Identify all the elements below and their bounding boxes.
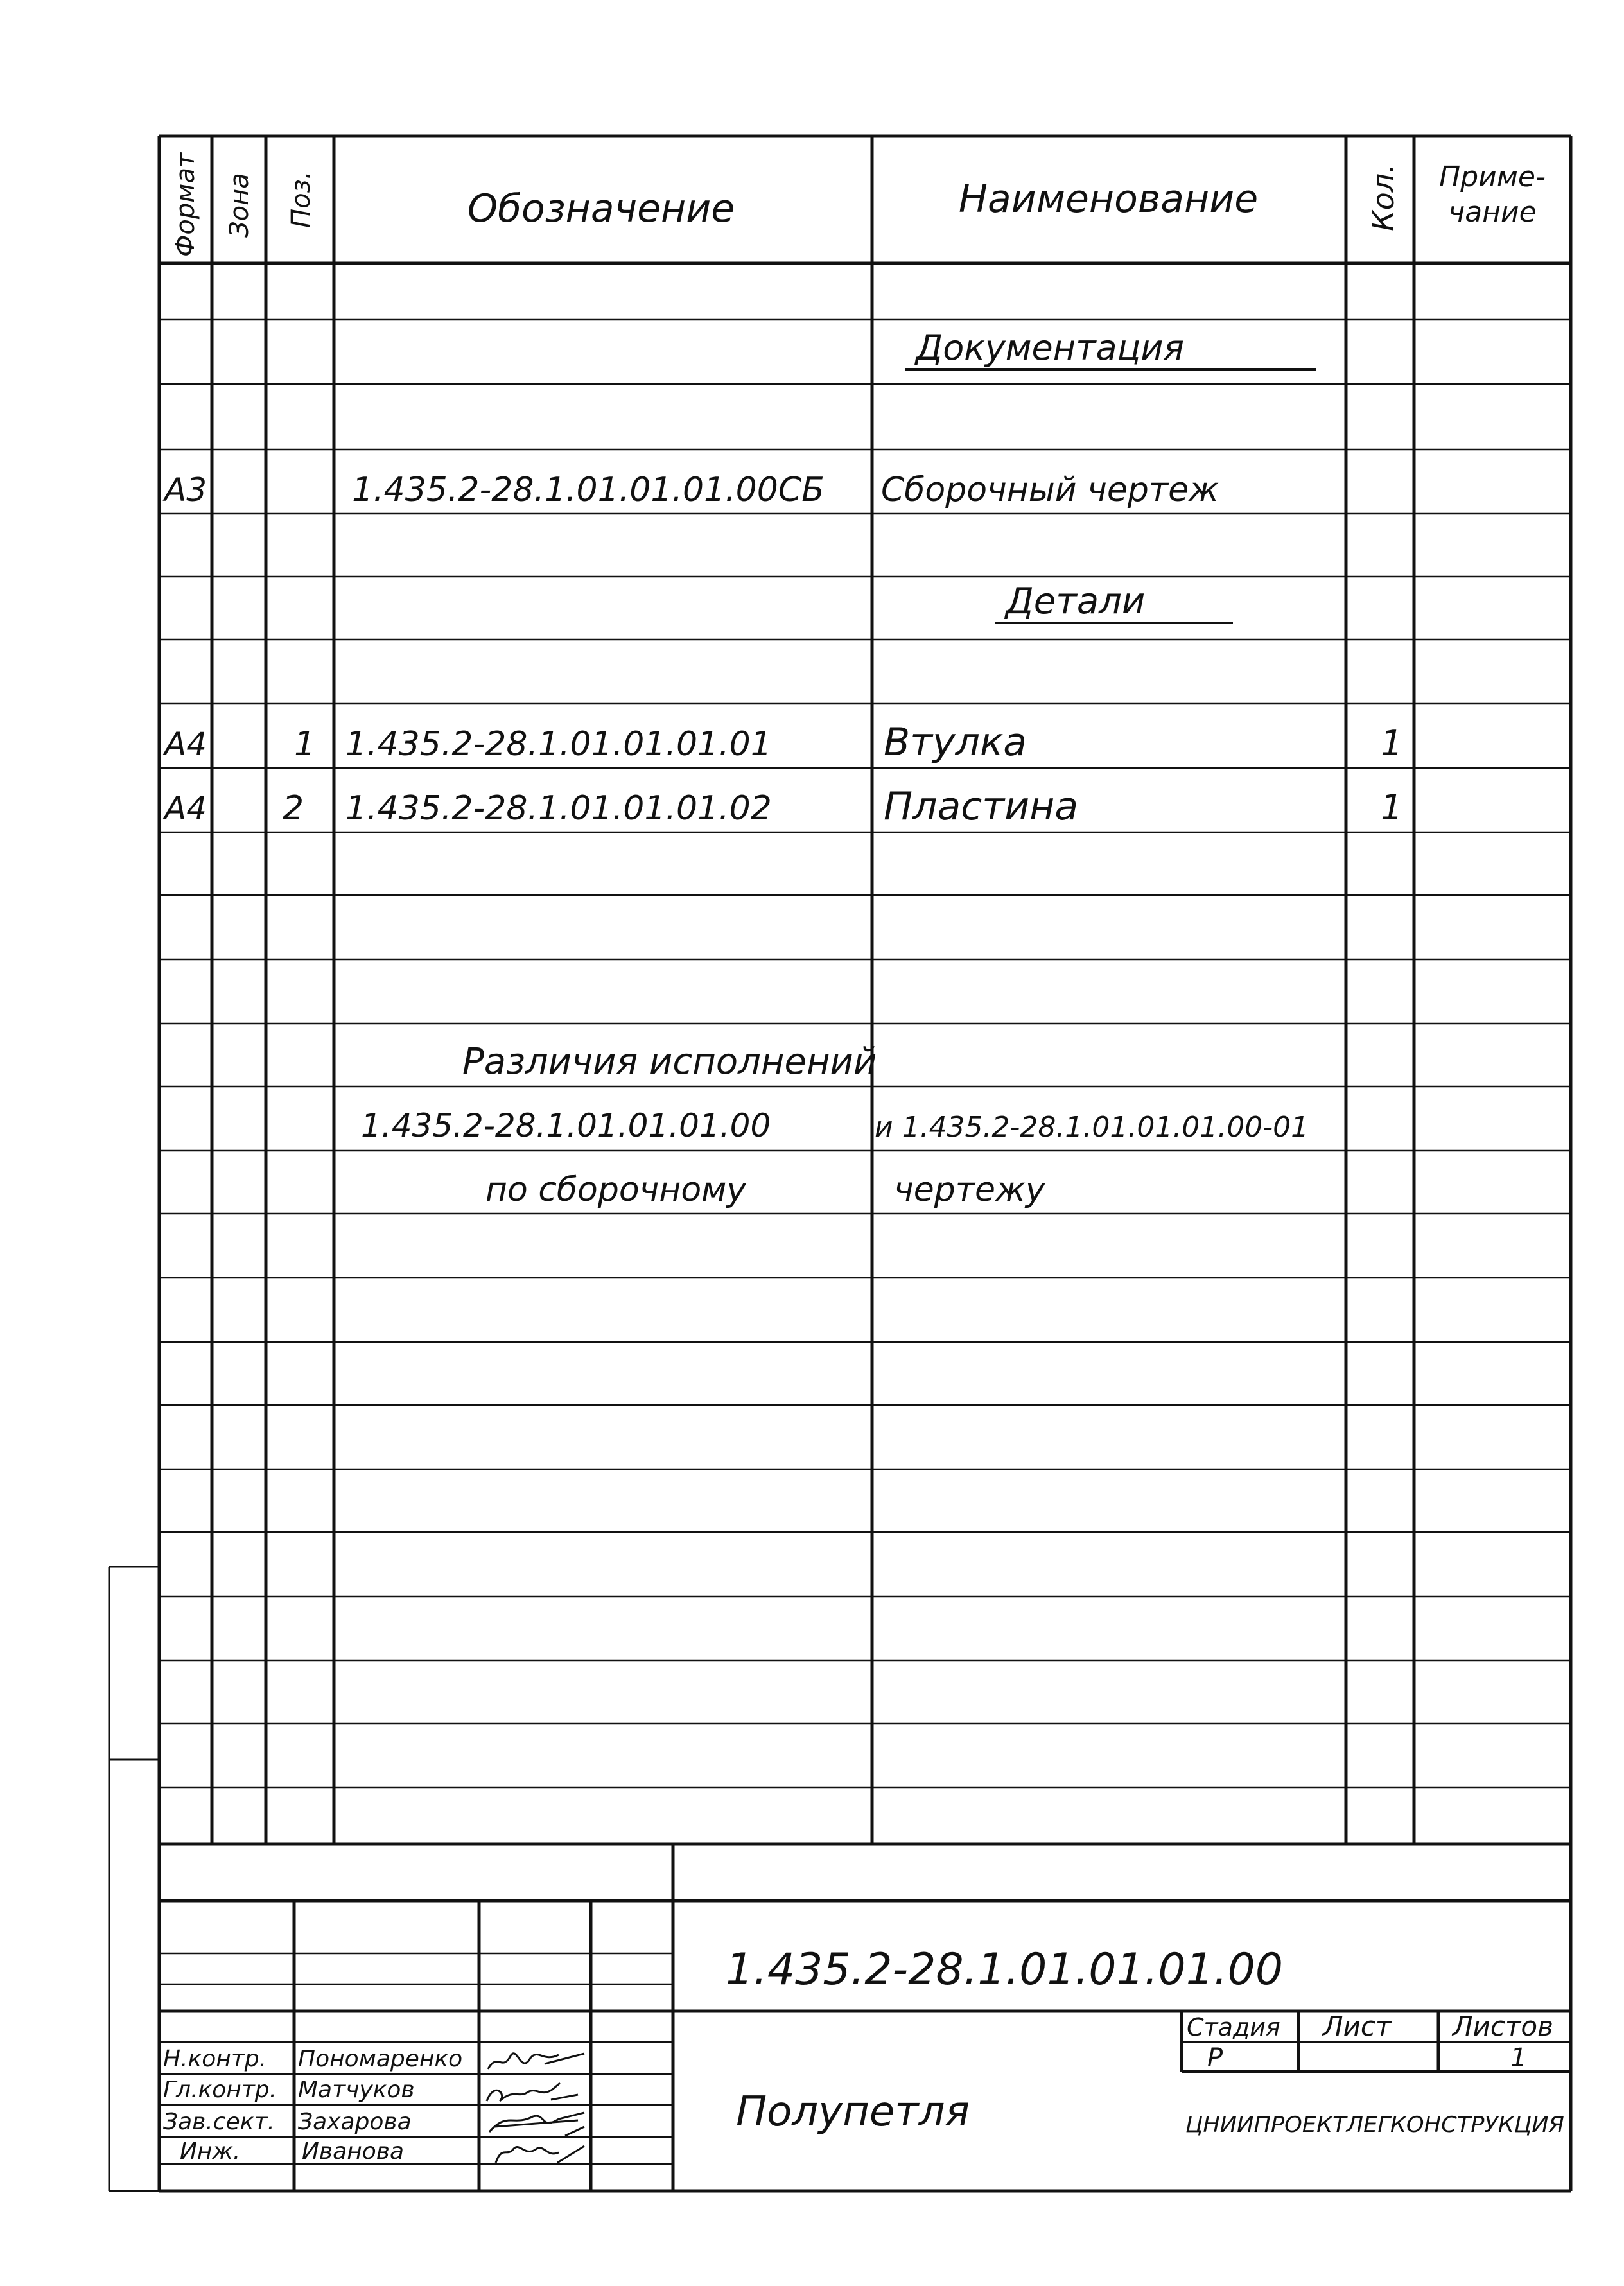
row-designation: 1.435.2-28.1.01.01.01.01 [345,725,772,763]
spec-table-grid [159,136,1571,1844]
stage-label: Стадия [1187,2013,1280,2041]
variant-differences-note [361,1041,1309,1209]
row-assembly-drawing [162,471,1219,509]
signature-role: Инж. [180,2138,241,2165]
handwritten-signatures [487,2054,584,2163]
row-plate [162,784,1402,829]
stage-value: Р [1207,2043,1223,2073]
row-designation: 1.435.2-28.1.01.01.01.00СБ [352,471,825,509]
differences-code-left: 1.435.2-28.1.01.01.01.00 [361,1107,771,1144]
differences-by-assembly: по сборочному [485,1171,747,1209]
signature-person: Матчуков [298,2077,415,2103]
row-name: Сборочный чертеж [881,471,1219,509]
row-format: А4 [164,726,207,763]
row-quantity: 1 [1381,787,1403,828]
row-quantity: 1 [1381,723,1403,763]
signature-person: Пономаренко [298,2046,463,2072]
row-position: 1 [294,725,316,763]
row-format: А3 [164,471,207,509]
table-header [171,152,1546,257]
organization-name: ЦНИИПРОЕКТЛЕГКОНСТРУКЦИЯ [1185,2112,1564,2138]
signature-mark [489,2113,584,2136]
sheets-label: Листов [1453,2011,1553,2042]
row-name: Пластина [884,784,1079,829]
header-zone: Зона [225,173,254,238]
signature-role: Зав.сект. [163,2109,275,2135]
sheets-value: 1 [1510,2043,1527,2073]
row-bushing [162,720,1402,765]
header-quantity: Кол. [1366,164,1401,231]
header-name: Наименование [958,177,1259,222]
differences-drawing: чертежу [894,1171,1045,1209]
signature-role: Н.контр. [163,2046,267,2072]
header-format: Формат [171,152,200,257]
signature-person: Иванова [302,2138,405,2165]
section-documentation: Документация [916,327,1184,368]
differences-code-right: и 1.435.2-28.1.01.01.01.00-01 [875,1111,1309,1144]
signature-mark [488,2054,584,2069]
item-name: Полупетля [736,2088,970,2136]
document-code: 1.435.2-28.1.01.01.01.00 [726,1944,1284,1995]
signature-person: Захарова [298,2109,412,2135]
row-designation: 1.435.2-28.1.01.01.01.02 [345,789,772,828]
header-note-line2: чание [1448,196,1537,229]
section-details: Детали [1006,580,1146,622]
signature-role: Гл.контр. [163,2077,277,2103]
signature-mark [496,2146,584,2163]
signature-mark [487,2083,578,2101]
sheet-label: Лист [1323,2011,1392,2042]
row-format: А4 [164,790,207,827]
row-name: Втулка [884,720,1027,765]
header-designation: Обозначение [467,186,735,231]
differences-title: Различия исполнений [462,1041,877,1083]
header-position: Поз. [286,171,316,228]
row-position: 2 [283,789,304,828]
header-note-line1: Приме- [1439,161,1546,193]
frame-lines [109,136,1571,2191]
